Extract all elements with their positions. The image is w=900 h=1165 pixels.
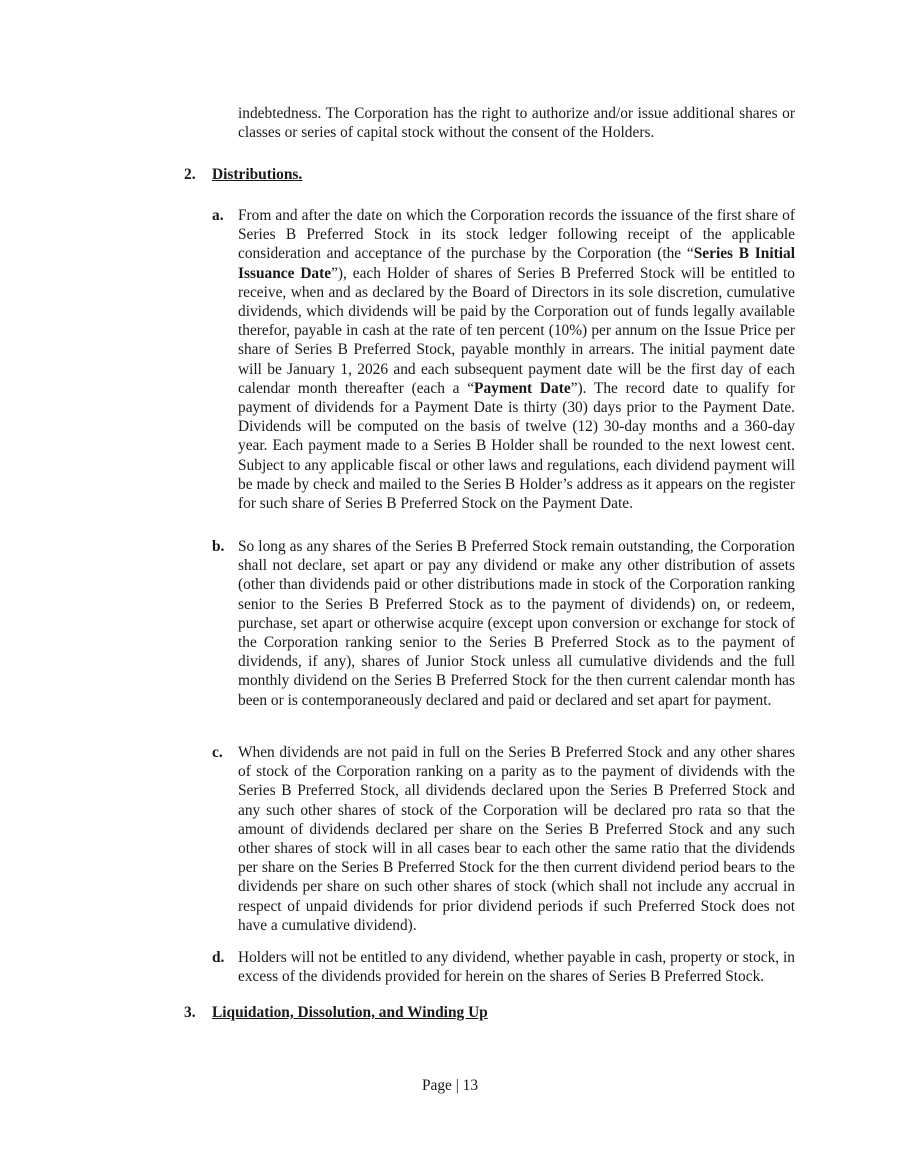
item-2a-text-part-1: From and after the date on which the Corporation records the issuance of the first share of Series B Preferred Stock in its stock ledger following receipt of the applicable consideration and acceptance of the purchase by the Corporation (the “ <box>238 207 795 263</box>
item-2d-text: Holders will not be entitled to any dividend, whether payable in cash, property or stock, in excess of the dividends provided for herein on the shares of Series B Preferred Stock. <box>238 949 795 986</box>
series-b-initial-issuance-date-term: Series B Initial Issuance Date <box>238 245 795 282</box>
item-2c <box>212 743 795 935</box>
section-2-number: 2. <box>184 166 196 183</box>
item-2b-text: So long as any shares of the Series B Preferred Stock remain outstanding, the Corporation shall not declare, set apart or pay any dividend or make any other distribution of assets (other than dividends paid or other distributions made in stock of the Corporation ranking senior to the Series B Preferred Stock as to the payment of dividends) on, or redeem, purchase, set apart or otherwise acquire (except upon conversion or exchange for stock of the Corporation ranking senior to the Series B Preferred Stock as to the payment of dividends, if any), shares of Junior Stock unless all cumulative dividends and the full monthly dividend on the Series B Preferred Stock for the then current calendar month has been or is contemporaneously declared and paid or declared and set apart for payment. <box>238 538 795 709</box>
item-2b-label: b. <box>212 538 225 555</box>
item-2a-label: a. <box>212 207 224 224</box>
item-2a-text-part-3: ”). The record date to qualify for payment of dividends for a Payment Date is thirty (30) days prior to the Payment Date. Dividends will be computed on the basis of twelve (12) 30-day months and a 360-day year. Each payment made to a Series B Holder shall be rounded to the next lowest cent. Subject to any applicable fiscal or other laws and regulations, each dividend payment will be made by check and mailed to the Series B Holder’s address as it appears on the register for such share of Series B Preferred Stock on the Payment Date. <box>238 379 795 513</box>
item-2a-text <box>238 206 795 513</box>
item-2b <box>212 537 795 710</box>
section-3-title: Liquidation, Dissolution, and Winding Up <box>212 1004 488 1021</box>
section-3-number: 3. <box>184 1004 196 1021</box>
item-2d-label: d. <box>212 949 225 966</box>
section-2-title: Distributions. <box>212 166 303 183</box>
section-3-heading <box>184 1003 488 1022</box>
item-2c-text: When dividends are not paid in full on the Series B Preferred Stock and any other shares of stock of the Corporation ranking on a parity as to the payment of dividends with the Series B Preferred Stock, all dividends declared upon the Series B Preferred Stock and any such other shares of stock of the Corporation will be declared pro rata so that the amount of dividends declared per share on the Series B Preferred Stock and any such other shares of stock will in all cases bear to each other the same ratio that the dividends per share on the Series B Preferred Stock for the then current dividend period bears to the dividends per share on such other shares of stock (which shall not include any accrual in respect of unpaid dividends for prior dividend periods if such Preferred Stock does not have a cumulative dividend). <box>238 744 795 934</box>
item-2d <box>212 948 795 986</box>
intro-paragraph: indebtedness. The Corporation has the right to authorize and/or issue additional shares or classes or series of capital stock without the consent of the Holders. <box>238 105 795 142</box>
item-2a <box>212 206 795 513</box>
page-number: Page | 13 <box>421 1077 479 1094</box>
payment-date-term: Payment Date <box>474 379 571 397</box>
section-2-heading <box>184 165 302 184</box>
item-2c-label: c. <box>212 744 223 761</box>
item-2a-text-part-2: ”), each Holder of shares of Series B Preferred Stock will be entitled to receive, when and as declared by the Board of Directors in its sole discretion, cumulative dividends, which dividends will be paid by the Corporation out of funds legally available therefor, payable in cash at the rate of ten percent (10%) per annum on the Issue Price per share of Series B Preferred Stock, payable monthly in arrears. The initial payment date will be January 1, 2026 and each subsequent payment date will be the first day of each calendar month thereafter (each a “ <box>238 264 796 397</box>
